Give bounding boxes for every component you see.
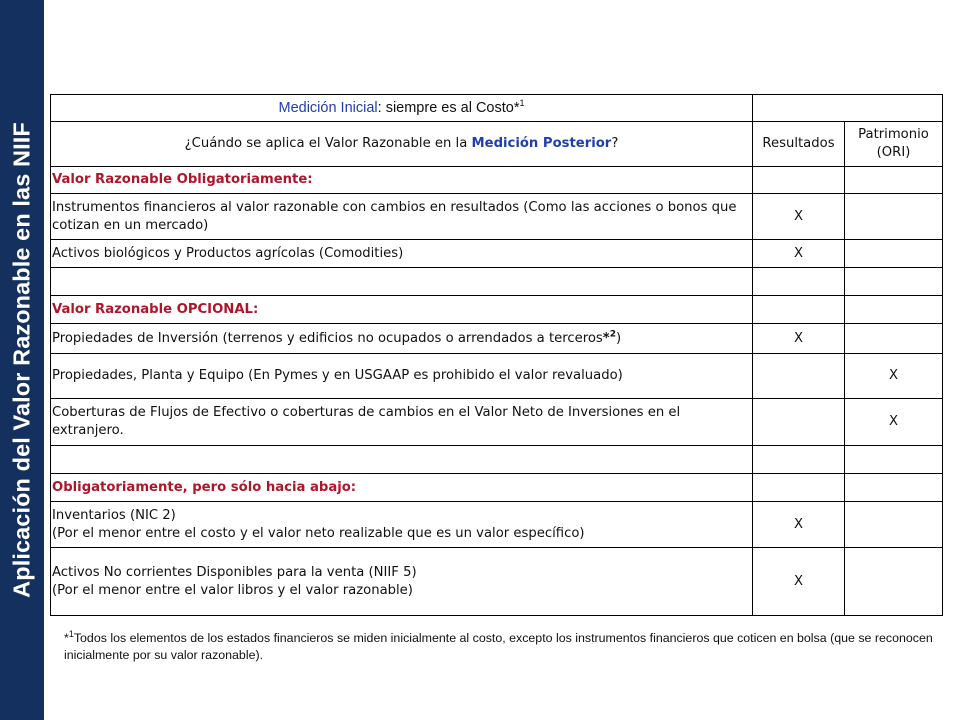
table-title-row: [51, 95, 943, 122]
table-row: [51, 548, 943, 616]
empty-cell: [845, 474, 943, 502]
table-title-sup: 1: [519, 98, 525, 109]
question-text: ¿Cuándo se aplica el Valor Razonable en la: [184, 136, 472, 151]
empty-cell: [845, 296, 943, 324]
table-row: [51, 324, 943, 354]
spacer-row: [51, 268, 943, 296]
row-activos-nc-line2: (Por el menor entre el valor libros y el valor razonable): [52, 582, 413, 598]
empty-cell: [753, 446, 845, 474]
mark-patrimonio: X: [845, 399, 943, 446]
spacer-row: [51, 446, 943, 474]
column-header-patrimonio-line2: (ORI): [876, 145, 911, 160]
table-title-cell: [51, 95, 753, 122]
section-title-abajo: Obligatoriamente, pero sólo hacia abajo:: [51, 474, 753, 502]
fair-value-table: [50, 94, 943, 616]
table-title-highlight: Medición Inicial: [278, 100, 378, 116]
empty-cell: [845, 548, 943, 616]
mark-resultados: X: [753, 502, 845, 548]
column-header-resultados: Resultados: [753, 122, 845, 167]
empty-cell: [845, 502, 943, 548]
row-label-propiedades-inversion: [51, 324, 753, 354]
empty-cell: [51, 446, 753, 474]
empty-cell: [753, 268, 845, 296]
column-header-patrimonio: [845, 122, 943, 167]
row-inventarios-line2: (Por el menor entre el costo y el valor neto realizable que es un valor específico): [52, 525, 585, 541]
empty-cell: [51, 268, 753, 296]
question-end: ?: [611, 136, 619, 151]
section-title-opcional: Valor Razonable OPCIONAL:: [51, 296, 753, 324]
footnote: [64, 630, 934, 664]
table-row: [51, 240, 943, 268]
row-propiedades-star: *: [602, 330, 610, 346]
section-row-opcional: [51, 296, 943, 324]
row-label-coberturas: Coberturas de Flujos de Efectivo o coberturas de cambios en el Valor Neto de Inversiones en el extranjero.: [51, 399, 753, 446]
table-title-rest: : siempre es al Costo*: [377, 100, 520, 116]
table-row: [51, 502, 943, 548]
empty-cell: [845, 167, 943, 194]
section-row-abajo: [51, 474, 943, 502]
empty-cell: [845, 194, 943, 240]
sidebar-title: Aplicación del Valor Razonable en las NIIF: [8, 122, 35, 598]
section-title-obligatorio: Valor Razonable Obligatoriamente:: [51, 167, 753, 194]
footnote-sup: 1: [68, 628, 74, 639]
footnote-text: Todos los elementos de los estados financieros se miden inicialmente al costo, excepto los instrumentos financieros que coticen en bolsa (que se reconocen inicialmente por su valor razonable).: [64, 631, 933, 662]
question-cell: [51, 122, 753, 167]
empty-cell: [845, 240, 943, 268]
empty-cell: [753, 296, 845, 324]
mark-patrimonio: X: [845, 354, 943, 399]
table-row: [51, 194, 943, 240]
mark-resultados: X: [753, 548, 845, 616]
empty-cell: [845, 268, 943, 296]
question-highlight: Medición Posterior: [471, 136, 612, 151]
empty-cell: [753, 399, 845, 446]
row-propiedades-close: ): [615, 330, 622, 346]
column-header-patrimonio-line1: Patrimonio: [858, 127, 929, 142]
section-row-obligatorio: [51, 167, 943, 194]
empty-cell: [753, 95, 943, 122]
row-label-instrumentos: Instrumentos financieros al valor razonable con cambios en resultados (Como las acciones o bonos que cotizan en un mercado): [51, 194, 753, 240]
row-label-biologicos: Activos biológicos y Productos agrícolas (Comodities): [51, 240, 753, 268]
row-propiedades-sup: 2: [609, 329, 616, 340]
empty-cell: [753, 354, 845, 399]
footnote-star: *: [64, 631, 69, 645]
mark-resultados: X: [753, 240, 845, 268]
row-label-ppe: Propiedades, Planta y Equipo (En Pymes y en USGAAP es prohibido el valor revaluado): [51, 354, 753, 399]
table-row: [51, 399, 943, 446]
sidebar: [0, 0, 44, 720]
row-label-inventarios: [51, 502, 753, 548]
table-header-row: [51, 122, 943, 167]
empty-cell: [753, 167, 845, 194]
row-inventarios-line1: Inventarios (NIC 2): [52, 507, 176, 523]
mark-resultados: X: [753, 194, 845, 240]
empty-cell: [845, 446, 943, 474]
table-row: [51, 354, 943, 399]
row-label-activos-nc: [51, 548, 753, 616]
empty-cell: [845, 324, 943, 354]
row-propiedades-text: Propiedades de Inversión (terrenos y edificios no ocupados o arrendados a terceros: [52, 330, 603, 346]
mark-resultados: X: [753, 324, 845, 354]
empty-cell: [753, 474, 845, 502]
row-activos-nc-line1: Activos No corrientes Disponibles para la venta (NIIF 5): [52, 564, 417, 580]
